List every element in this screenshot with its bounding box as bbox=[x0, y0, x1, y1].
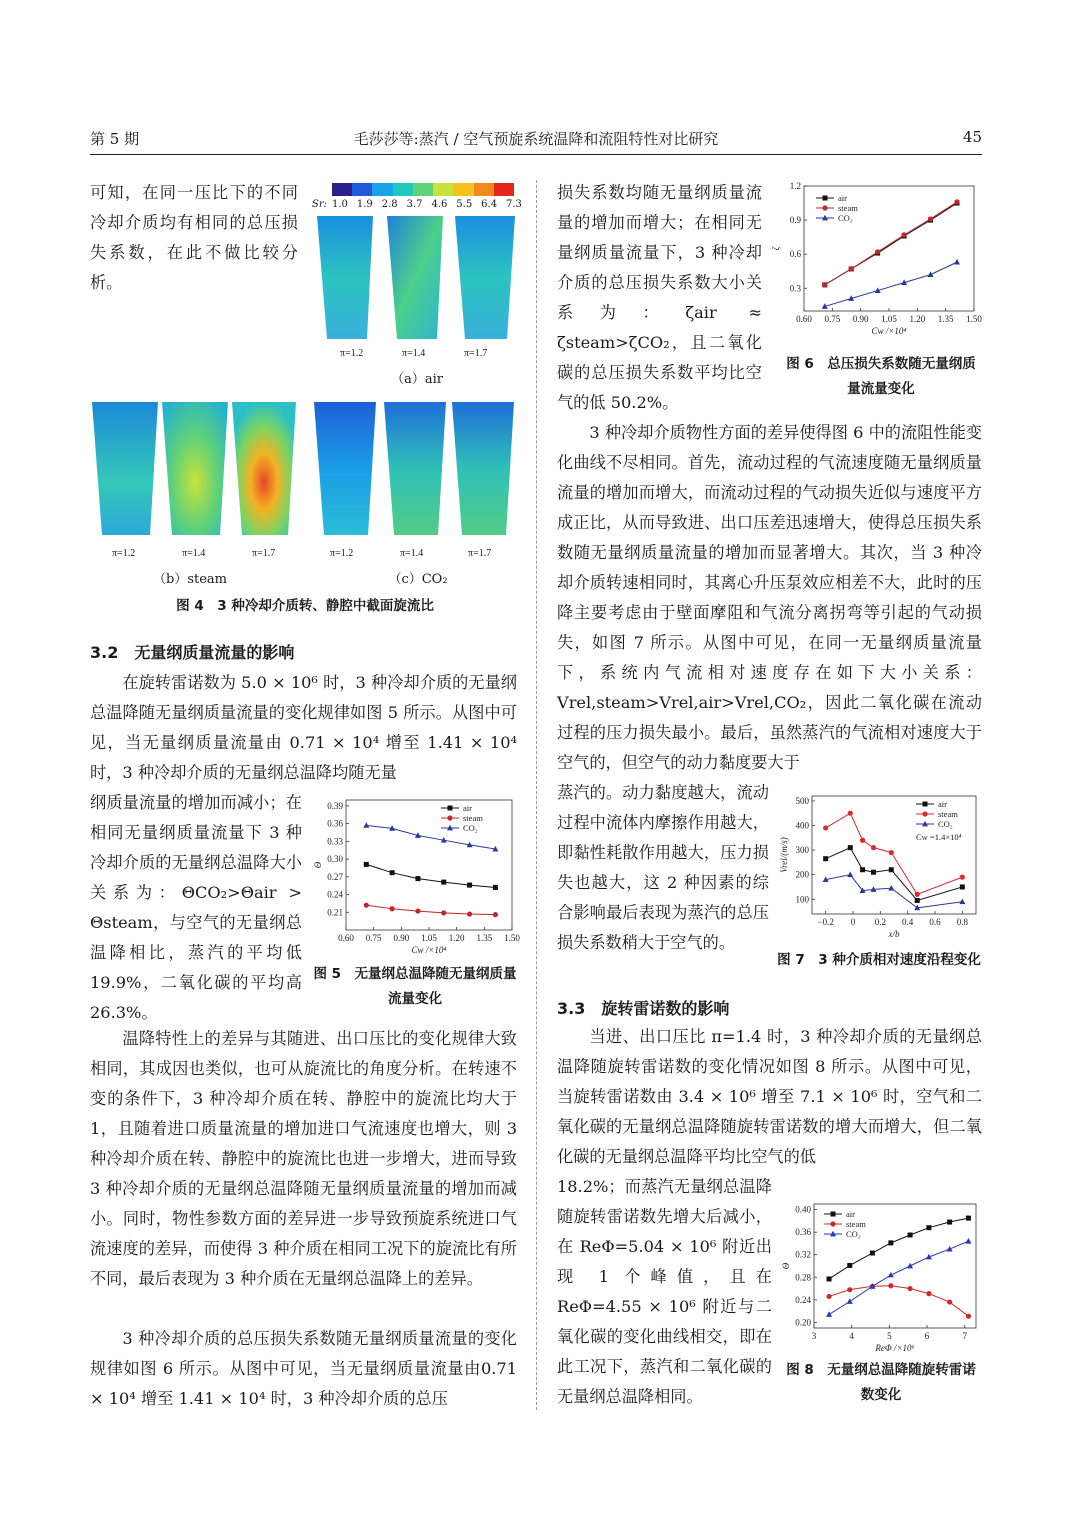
data-point bbox=[947, 1220, 952, 1225]
data-point bbox=[441, 910, 446, 915]
x-tick-label: 1.20 bbox=[448, 933, 465, 943]
paragraph-3-2-a-cont: 纲质量流量的增加而减小；在相同无量纲质量流量下 3 种冷却介质的无量纲总温降大小关系为：ΘCO₂>Θair > Θsteam，与空气的无量纲总温降相比，蒸汽的平均低 19.9%，二氧化碳的平均高 26.3%。 bbox=[90, 793, 302, 1022]
paragraph-3-3-b: 18.2%；而蒸汽无量纲总温降随旋转雷诺数先增大后减小，在 ReΦ=5.04 × 10⁶ 附近出现 1 个峰值，且在 ReΦ=4.55 × 10⁶ 附近与二氧化碳的变化曲线相交，即在此工况下，蒸汽和二氧化碳的无量纲总温降相同。 bbox=[557, 1177, 772, 1406]
colorbar-swatch bbox=[413, 183, 433, 196]
plot-frame bbox=[346, 800, 512, 930]
x-tick-label: 0.60 bbox=[338, 933, 354, 943]
y-tick-label: 100 bbox=[795, 894, 809, 905]
x-axis-label: ReΦ /×10⁶ bbox=[875, 1343, 915, 1353]
y-tick-label: 0.27 bbox=[327, 871, 343, 882]
y-tick-label: 0.24 bbox=[327, 889, 343, 900]
data-point bbox=[847, 1298, 853, 1304]
paragraph-right-3: 蒸汽的。动力黏度越大，流动过程中流体内摩擦作用越大，即黏性耗散作用越大，压力损失也越大，这 2 种因素的综合影响最后表现为蒸汽的总压损失系数稍大于空气的。 bbox=[557, 783, 769, 952]
colorbar-swatch bbox=[474, 183, 494, 196]
colorbar-swatch bbox=[393, 183, 413, 196]
column-divider bbox=[536, 180, 537, 1410]
data-point bbox=[847, 871, 853, 877]
data-point bbox=[364, 903, 369, 908]
data-point bbox=[441, 880, 446, 885]
contour-panel bbox=[384, 402, 446, 535]
contour-steam bbox=[90, 400, 300, 540]
pi-label: π=1.2 bbox=[340, 348, 364, 359]
paragraph-3-2-b: 温降特性上的差异与其随进、出口压比的变化规律大致相同，其成因也类似，也可从旋流比的角度分析。在转速不变的条件下，3 种冷却介质在转、静腔中的旋流比均大于 1，且随着进口质量流量的增加进口气流速度也增大，则 3 种冷却介质在转、静腔中的旋流比也进一步增大，进而导致 3 种冷却介质的无量纲总温降随无量纲质量流量的增加而减小。同时，物性参数方面的差异进一步导致预旋系统进口气流速度的差异，而使得 3 种介质在相同工况下的旋流比有所不同，最后表现为 3 种介质在无量纲总温降上的差异。 bbox=[90, 1029, 517, 1288]
paragraph-right-1: 损失系数均随无量纲质量流量的增加而增大；在相同无量纲质量流量下，3 种冷却介质的总压损失系数大小关系为：ζair ≈ ζsteam>ζCO₂，且二氧化碳的总压损失系数平均比空气的低 50.2%。 bbox=[557, 183, 762, 412]
colorbar-label: Sr: bbox=[312, 199, 327, 210]
data-point bbox=[823, 856, 828, 861]
data-point bbox=[823, 825, 828, 830]
pi-label: π=1.4 bbox=[402, 348, 426, 359]
y-tick-label: 0.28 bbox=[795, 1272, 811, 1283]
figure-7-caption: 图 7 3 种介质相对速度沿程变化 bbox=[777, 952, 981, 968]
data-point bbox=[467, 911, 472, 916]
data-point bbox=[849, 266, 854, 271]
figure-6-caption: 图 6 总压损失系数随无量纲质量流量变化 bbox=[786, 356, 976, 397]
running-header bbox=[90, 124, 982, 155]
pi-label: π=1.2 bbox=[112, 548, 136, 559]
page-number: 45 bbox=[962, 128, 982, 146]
y-tick-label: 0.3 bbox=[789, 283, 801, 294]
figure-7-chart bbox=[776, 786, 982, 946]
intro-paragraph: 可知，在同一压比下的不同冷却介质均有相同的总压损失系数，在此不做比较分析。 bbox=[90, 183, 298, 292]
y-tick-label: 0.9 bbox=[789, 215, 801, 226]
data-point bbox=[467, 883, 472, 888]
data-point bbox=[926, 1291, 931, 1296]
y-axis-label: Θ bbox=[781, 1262, 791, 1270]
colorbar-swatch bbox=[433, 183, 453, 196]
data-point bbox=[870, 1251, 875, 1256]
data-point bbox=[860, 838, 865, 843]
contour-panel bbox=[162, 402, 228, 535]
x-tick-label: 5 bbox=[887, 1331, 892, 1341]
data-point bbox=[848, 811, 853, 816]
data-point bbox=[871, 845, 876, 850]
y-tick-label: 400 bbox=[795, 820, 809, 831]
contour-panel bbox=[314, 402, 376, 535]
y-tick-label: 0.32 bbox=[795, 1249, 811, 1260]
colorbar-tick: 1.9 bbox=[356, 199, 373, 210]
data-point bbox=[954, 259, 960, 265]
colorbar-tick: 3.7 bbox=[406, 199, 423, 210]
data-point bbox=[923, 802, 928, 807]
legend-label: steam bbox=[463, 813, 483, 823]
colorbar-tick: 2.8 bbox=[381, 199, 398, 210]
data-point bbox=[888, 885, 894, 891]
section-3-3-heading: 3.3 旋转雷诺数的影响 bbox=[557, 999, 730, 1018]
data-point bbox=[363, 822, 369, 828]
figure-8-chart bbox=[778, 1196, 982, 1356]
series-line-steam bbox=[366, 905, 495, 914]
data-point bbox=[415, 876, 420, 881]
data-point bbox=[826, 1294, 831, 1299]
paragraph-3-3-a: 当进、出口压比 π=1.4 时，3 种冷却介质的无量纲总温降随旋转雷诺数的变化情况如图 8 所示。从图中可见，当旋转雷诺数由 3.4 × 10⁶ 增至 7.1 × 10⁶ 时，空气和二氧化碳的无量纲总温降随旋转雷诺数的增大而增大，但二氧化碳的无量纲总温降平均比空气的低 bbox=[557, 1027, 982, 1166]
chart-annotation: Cw =1.4×10⁴ bbox=[916, 832, 962, 842]
x-tick-label: 0.8 bbox=[956, 917, 968, 927]
legend-label: steam bbox=[846, 1219, 866, 1229]
data-point bbox=[415, 908, 420, 913]
data-point bbox=[847, 1287, 852, 1292]
x-tick-label: 3 bbox=[811, 1331, 817, 1341]
data-point bbox=[390, 906, 395, 911]
pi-label: π=1.7 bbox=[252, 548, 276, 559]
figure-4-caption: 图 4 3 种冷却介质转、静腔中截面旋流比 bbox=[176, 598, 434, 614]
data-point bbox=[907, 1286, 912, 1291]
data-point bbox=[871, 870, 876, 875]
x-axis-label: Cw /×10⁴ bbox=[411, 945, 447, 955]
data-point bbox=[960, 884, 965, 889]
data-point bbox=[888, 1283, 893, 1288]
data-point bbox=[831, 1212, 836, 1217]
series-line-co bbox=[825, 262, 957, 306]
data-point bbox=[954, 199, 959, 204]
series-line-air bbox=[826, 848, 963, 901]
running-title: 毛莎莎等:蒸汽 / 空气预旋系统温降和流阻特性对比研究 bbox=[353, 130, 719, 148]
data-point bbox=[493, 912, 498, 917]
data-point bbox=[493, 885, 498, 890]
x-tick-label: 1.35 bbox=[937, 314, 954, 324]
data-point bbox=[848, 845, 853, 850]
data-point bbox=[888, 1272, 894, 1278]
x-tick-label: 0.4 bbox=[902, 917, 914, 927]
section-3-2-heading: 3.2 无量纲质量流量的影响 bbox=[90, 643, 295, 662]
figure-4 bbox=[90, 178, 520, 618]
data-point bbox=[965, 1238, 971, 1244]
paragraph-3-2-c: 3 种冷却介质的总压损失系数随无量纲质量流量的变化规律如图 6 所示。从图中可见，当无量纲质量流量由0.71 × 10⁴ 增至 1.41 × 10⁴ 时，3 种冷却介质的总压 bbox=[90, 1329, 517, 1408]
colorbar-tick: 4.6 bbox=[431, 199, 448, 210]
data-point bbox=[822, 205, 827, 210]
colorbar bbox=[332, 183, 514, 196]
subfig-c-label: （c）CO₂ bbox=[388, 572, 448, 587]
plot-frame bbox=[804, 186, 974, 311]
x-axis-label: Cw /×10⁴ bbox=[871, 326, 907, 336]
y-tick-label: 300 bbox=[795, 845, 809, 856]
subfig-a-label: （a）air bbox=[391, 372, 443, 387]
x-tick-label: 0.75 bbox=[365, 933, 382, 943]
data-point bbox=[390, 870, 395, 875]
data-point bbox=[889, 850, 894, 855]
legend-label: air bbox=[846, 1209, 855, 1219]
y-tick-label: 500 bbox=[795, 795, 809, 806]
data-point bbox=[902, 232, 907, 237]
y-tick-label: 200 bbox=[795, 869, 809, 880]
x-tick-label: 1.50 bbox=[504, 933, 520, 943]
legend-label: air bbox=[838, 193, 847, 203]
series-line-co bbox=[826, 875, 963, 908]
y-tick-label: 0.40 bbox=[795, 1204, 811, 1215]
subfig-b-label: （b）steam bbox=[153, 572, 227, 587]
x-tick-label: 1.20 bbox=[909, 314, 926, 324]
contour-air bbox=[315, 214, 520, 344]
colorbar-swatch bbox=[352, 183, 372, 196]
x-tick-label: 0.2 bbox=[874, 917, 886, 927]
data-point bbox=[959, 899, 965, 905]
issue-label: 第 5 期 bbox=[90, 130, 140, 148]
data-point bbox=[888, 1240, 893, 1245]
colorbar-tick: 1.0 bbox=[332, 199, 348, 210]
data-point bbox=[889, 867, 894, 872]
data-point bbox=[928, 216, 933, 221]
x-tick-label: 0.90 bbox=[852, 314, 869, 324]
paragraph-3-2-a: 在旋转雷诺数为 5.0 × 10⁶ 时，3 种冷却介质的无量纲总温降随无量纲质量流量的变化规律如图 5 所示。从图中可见，当无量纲质量流量由 0.71 × 10⁴ 增至 1.41 × 10⁴ 时，3 种冷却介质的无量纲总温降均随无量 bbox=[90, 673, 517, 782]
x-tick-label: 6 bbox=[924, 1331, 930, 1341]
data-point bbox=[447, 815, 452, 820]
contour-panel bbox=[387, 216, 443, 339]
y-axis-label: Vrel/(m/s) bbox=[779, 837, 789, 873]
legend-label: steam bbox=[938, 809, 958, 819]
data-point bbox=[915, 898, 920, 903]
data-point bbox=[908, 1233, 913, 1238]
x-tick-label: 7 bbox=[962, 1331, 967, 1341]
y-tick-label: 0.21 bbox=[327, 907, 343, 918]
contour-panel bbox=[92, 402, 158, 535]
y-tick-label: 0.36 bbox=[795, 1227, 811, 1238]
data-point bbox=[966, 1314, 971, 1319]
pi-label: π=1.4 bbox=[182, 548, 206, 559]
colorbar-tick: 5.5 bbox=[456, 199, 473, 210]
y-axis-label: Θ bbox=[313, 861, 323, 869]
data-point bbox=[926, 1225, 931, 1230]
contour-panel bbox=[452, 402, 514, 535]
data-point bbox=[907, 1263, 913, 1269]
y-tick-label: 1.2 bbox=[789, 181, 801, 191]
contour-co2 bbox=[312, 400, 517, 540]
legend-label: CO₂ bbox=[463, 823, 478, 833]
data-point bbox=[847, 1263, 852, 1268]
y-tick-label: 0.6 bbox=[789, 249, 801, 260]
colorbar-swatch bbox=[332, 183, 352, 196]
x-tick-label: 0.60 bbox=[796, 314, 812, 324]
data-point bbox=[827, 1276, 832, 1281]
y-tick-label: 0.24 bbox=[795, 1294, 811, 1305]
pi-label: π=1.4 bbox=[400, 548, 424, 559]
x-tick-label: 0.6 bbox=[929, 917, 941, 927]
data-point bbox=[947, 1299, 952, 1304]
data-point bbox=[875, 249, 880, 254]
x-tick-label: 0 bbox=[850, 917, 856, 927]
data-point bbox=[928, 271, 934, 277]
colorbar-swatch bbox=[453, 183, 473, 196]
legend-label: air bbox=[463, 803, 472, 813]
colorbar-tick: 7.3 bbox=[506, 199, 522, 210]
figure-6-chart bbox=[770, 176, 982, 346]
figure-5-caption: 图 5 无量纲总温降随无量纲质量流量变化 bbox=[313, 966, 517, 1007]
x-axis-label: x/b bbox=[888, 929, 900, 939]
pi-label: π=1.7 bbox=[464, 348, 488, 359]
pi-label: π=1.2 bbox=[330, 548, 354, 559]
data-point bbox=[822, 282, 827, 287]
figure-8-caption: 图 8 无量纲总温降随旋转雷诺数变化 bbox=[786, 1362, 976, 1403]
x-tick-label: 1.50 bbox=[966, 314, 982, 324]
data-point bbox=[830, 1221, 835, 1226]
data-point bbox=[860, 867, 865, 872]
x-tick-label: 0.90 bbox=[393, 933, 410, 943]
contour-panel bbox=[455, 216, 515, 339]
data-point bbox=[966, 1216, 971, 1221]
y-tick-label: 0.20 bbox=[795, 1317, 811, 1328]
x-tick-label: 1.05 bbox=[421, 933, 437, 943]
data-point bbox=[960, 875, 965, 880]
legend-label: CO₂ bbox=[838, 213, 853, 223]
x-tick-label: 4 bbox=[849, 1331, 854, 1341]
colorbar-ticks bbox=[332, 199, 522, 210]
paragraph-right-2: 3 种冷却介质物性方面的差异使得图 6 中的流阻性能变化曲线不尽相同。首先，流动过程的气流速度随无量纲质量流量的增加而增大，而流动过程的气动损失近似与速度平方成正比，从而导致进、出口压差迅速增大，使得总压损失系数随无量纲质量流量的增加而显著增大。其次，当 3 种冷却介质转速相同时，其离心升压泵效应相差不大，此时的压降主要考虑由于壁面摩阻和气流分离拐弯等引起的气动损失，如图 7 所示。从图中可见，在同一无量纲质量流量下，系统内气流相对速度存在如下大小关系：Vrel,steam>Vrel,air>Vrel,CO₂，因此二氧化碳在流动过程的压力损失最小。最后，虽然蒸汽的气流相对速度大于空气的，但空气的动力黏度要大于 bbox=[557, 423, 982, 772]
data-point bbox=[448, 806, 453, 811]
y-tick-label: 0.36 bbox=[327, 818, 343, 829]
data-point bbox=[922, 811, 927, 816]
colorbar-swatch bbox=[372, 183, 392, 196]
figure-5-chart bbox=[306, 790, 520, 960]
contour-panel bbox=[317, 216, 373, 339]
data-point bbox=[364, 862, 369, 867]
x-tick-label: −0.2 bbox=[817, 917, 834, 927]
series-line-air bbox=[366, 864, 495, 887]
y-axis-label: ζ bbox=[771, 246, 781, 251]
y-tick-label: 0.39 bbox=[327, 800, 343, 811]
data-point bbox=[823, 196, 828, 201]
y-tick-label: 0.33 bbox=[327, 836, 343, 847]
legend-label: CO₂ bbox=[846, 1229, 861, 1239]
colorbar-tick: 6.4 bbox=[481, 199, 498, 210]
colorbar-swatch bbox=[494, 183, 514, 196]
x-tick-label: 1.05 bbox=[881, 314, 897, 324]
legend-label: air bbox=[938, 799, 947, 809]
contour-panel bbox=[232, 402, 296, 535]
legend-label: CO₂ bbox=[938, 819, 953, 829]
pi-label: π=1.7 bbox=[468, 548, 492, 559]
legend-label: steam bbox=[838, 203, 858, 213]
y-tick-label: 0.30 bbox=[327, 854, 343, 865]
x-tick-label: 0.75 bbox=[824, 314, 841, 324]
data-point bbox=[826, 1311, 832, 1317]
x-tick-label: 1.35 bbox=[476, 933, 493, 943]
data-point bbox=[915, 892, 920, 897]
